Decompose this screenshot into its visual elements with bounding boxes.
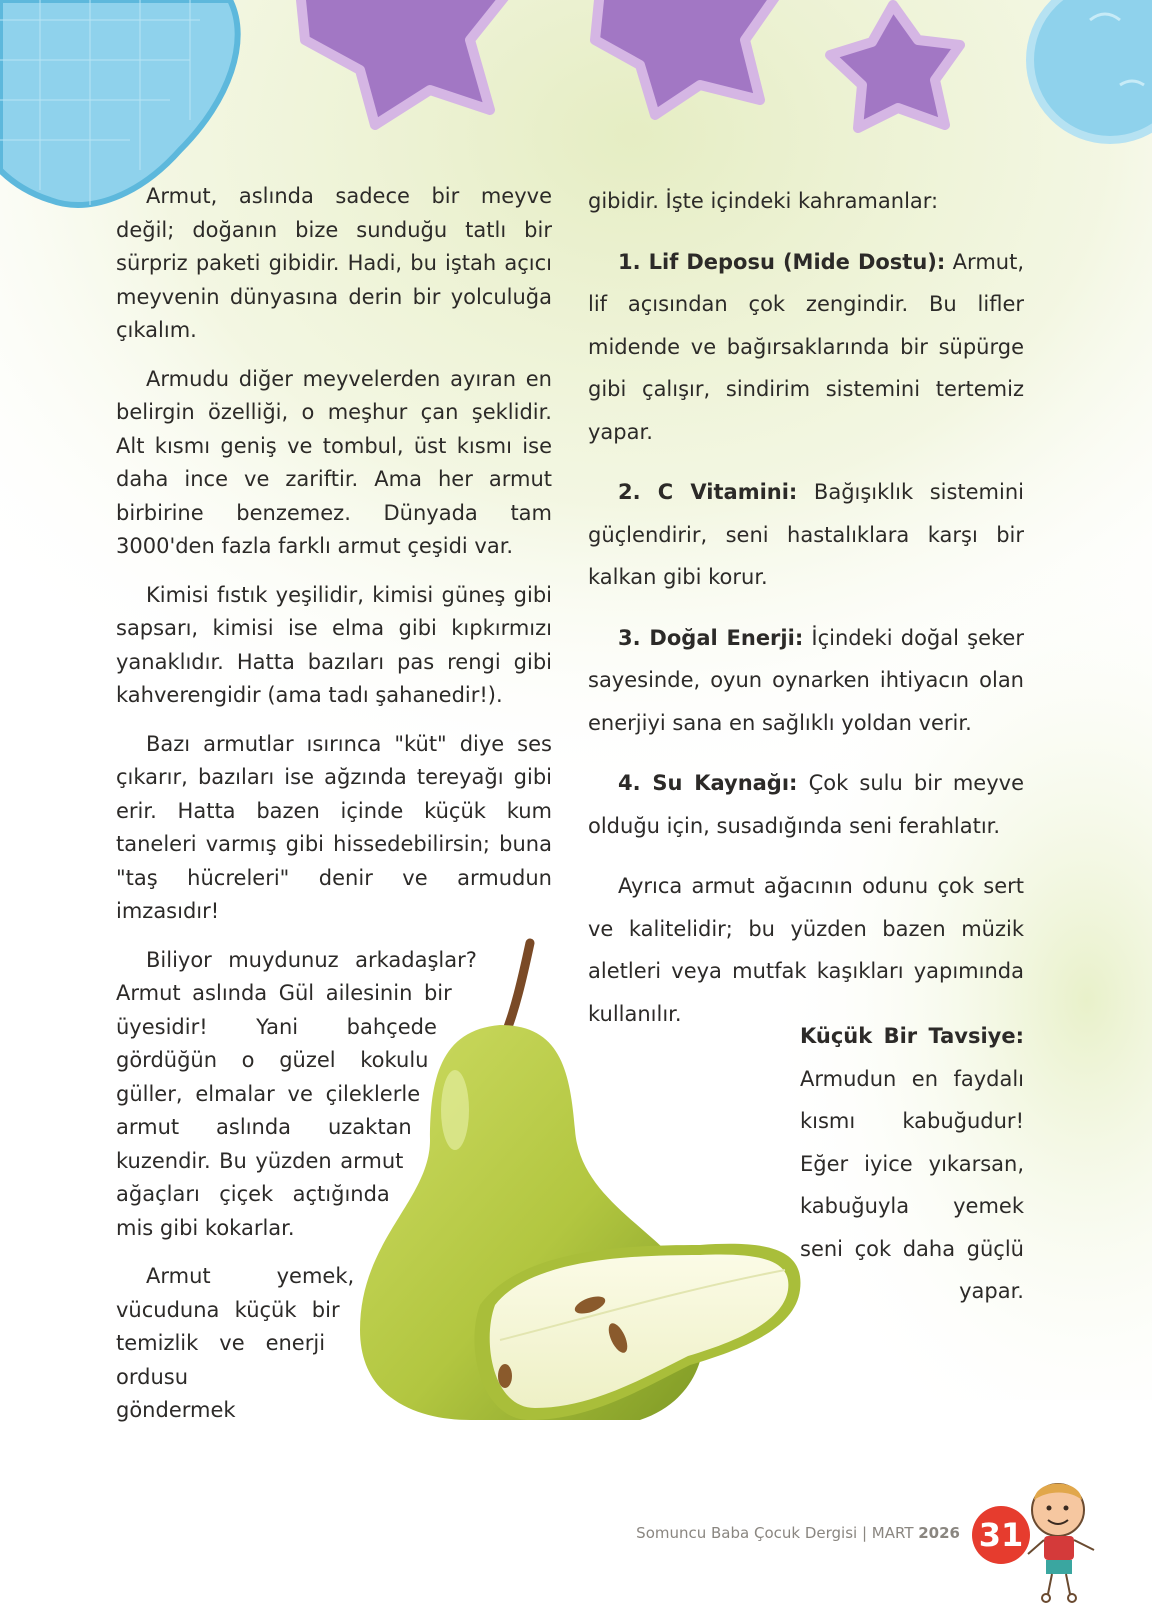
tip-title: Küçük Bir Tavsiye: xyxy=(800,1024,1024,1048)
list-item xyxy=(588,762,1024,847)
paragraph-rose-family: Biliyor muydunuz arkadaşlar? Armut aslında Gül ailesinin bir üyesidir! Yani bahçede gördüğün o güzel kokulu güller, elmalar ve çileklerle armut aslında uzaktan kuzendir. Bu yüzden armut ağaçları çiçek açtığında mis gibi kokarlar. xyxy=(116,947,477,1240)
left-column xyxy=(116,180,552,1444)
page-number: 31 xyxy=(972,1506,1030,1564)
paragraph-texture: Bazı armutlar ısırınca "küt" diye ses çıkarır, bazıları ise ağzında tereyağı gibi erir. Hatta bazen içinde küçük kum taneleri varmış gibi hissedebilirsin; buna "taş hücreleri" denir ve armudun imzasıdır! xyxy=(116,731,552,923)
tip-box xyxy=(800,1015,1024,1313)
footer xyxy=(560,1524,960,1542)
list-item-title: 3. Doğal Enerji: xyxy=(618,625,804,650)
list-item-text: Çok sulu bir meyve olduğu için, susadığında seni ferahlatır. xyxy=(588,771,1025,838)
list-item xyxy=(588,241,1024,454)
paragraph-colors: Kimisi fıstık yeşilidir, kimisi güneş gibi sapsarı, kimisi ise elma gibi kıpkırmızı yanaklıdır. Hatta bazıları pas rengi gibi kahverengidir (ama tadı şahanedir!). xyxy=(116,582,552,707)
list-item-text: Bağışıklık sistemini güçlendirir, seni hastalıklara karşı bir kalkan gibi korur. xyxy=(588,480,1024,589)
magazine-name: Somuncu Baba Çocuk Dergisi | MART xyxy=(636,1524,919,1542)
list-item-title: 2. C Vitamini: xyxy=(618,480,798,504)
tip-text: Armudun en faydalı kısmı kabuğudur! Eğer iyice yıkarsan, kabuğuyla yemek seni çok daha güçlü yapar. xyxy=(800,1066,1024,1303)
issue-year: 2026 xyxy=(918,1524,960,1542)
right-column xyxy=(588,180,1024,1053)
paragraph-wood: Ayrıca armut ağacının odunu çok sert ve kalitelidir; bu yüzden bazen müzik aletleri veya mutfak kaşıkları yapımında kullanılır. xyxy=(588,874,1024,1026)
list-item-text: İçindeki doğal şeker sayesinde, oyun oynarken ihtiyacın olan enerjiyi sana en sağlıklı yoldan verir. xyxy=(588,625,1024,735)
list-item-text: Armut, lif açısından çok zengindir. Bu lifler midende ve bağırsaklarında bir süpürge gibi çalışır, sindirim sistemini tertemiz yapar. xyxy=(588,249,1024,444)
paragraph-shape: Armudu diğer meyvelerden ayıran en belirgin özelliği, o meşhur çan şeklidir. Alt kısmı geniş ve tombul, üst kısmı ise daha ince ve zariftir. Ama her armut birbirine benzemez. Dünyada tam 3000'den fazla farklı armut çeşidi var. xyxy=(116,366,552,558)
list-item-title: 4. Su Kaynağı: xyxy=(618,771,798,795)
list-item xyxy=(588,471,1024,599)
paragraph-army: Armut yemek, vücuduna küçük bir temizlik ve enerji ordusu göndermek xyxy=(116,1264,355,1422)
list-item xyxy=(588,617,1024,745)
paragraph-intro: Armut, aslında sadece bir meyve değil; doğanın bize sunduğu tatlı bir sürpriz paketi gibidir. Hadi, bu iştah açıcı meyvenin dünyasına derin bir yolculuğa çıkalım. xyxy=(116,184,552,342)
list-item-title: 1. Lif Deposu (Mide Dostu): xyxy=(618,249,946,274)
paragraph-heroes-intro: gibidir. İşte içindeki kahramanlar: xyxy=(588,189,939,213)
